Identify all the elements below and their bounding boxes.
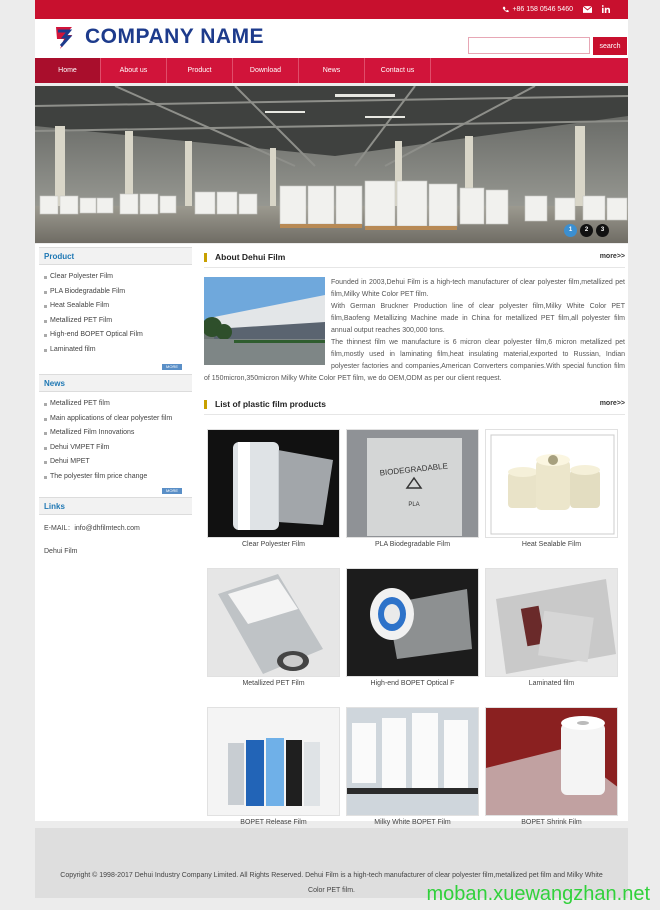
sidebar-product-item[interactable]: Heat Sealable Film <box>43 299 192 314</box>
product-image[interactable] <box>207 429 340 538</box>
product-caption[interactable]: High-end BOPET Optical F <box>370 680 455 687</box>
sidebar-product-item[interactable]: Clear Polyester Film <box>43 270 192 285</box>
product-card[interactable] <box>207 707 340 826</box>
product-more-button[interactable]: MORE <box>162 364 182 370</box>
sidebar-links <box>39 497 192 555</box>
sidebar-news-item[interactable]: Main applications of clear polyester film <box>43 412 192 427</box>
product-image[interactable] <box>485 707 618 816</box>
product-caption[interactable]: BOPET Release Film <box>240 819 307 826</box>
section-marker <box>204 253 207 262</box>
about-title: About Dehui Film <box>215 252 286 262</box>
product-image[interactable] <box>485 429 618 538</box>
sidebar-product-item[interactable]: PLA Biodegradable Film <box>43 285 192 300</box>
about-paragraph-3: The thinnest film we manufacture is 6 micron clear polyester film,6 micron metallized pet film,mostly used in laminating film,heat insulating material,exported to Russian, Indian polyester factories and companies,American Converters companies.With special function film of 150micron,350micron Milky White Color PET film, we do OEM,ODM as per our client request. <box>204 339 625 382</box>
nav-product[interactable]: Product <box>167 58 233 83</box>
bag-label-text: BIODEGRADABLE <box>379 461 449 478</box>
product-card[interactable] <box>485 429 618 548</box>
top-bar <box>35 0 628 19</box>
product-image[interactable] <box>346 429 479 538</box>
main-column <box>204 246 625 826</box>
product-list <box>39 270 192 357</box>
product-card[interactable] <box>207 429 340 548</box>
link-dehui-film[interactable]: Dehui Film <box>44 548 78 555</box>
logo-icon[interactable] <box>52 25 78 51</box>
sidebar-news-item[interactable]: Metallized PET film <box>43 397 192 412</box>
watermark: moban.xuewangzhan.net <box>426 883 650 905</box>
about-text <box>204 277 625 385</box>
nav-home[interactable]: Home <box>35 58 101 83</box>
contact-email[interactable]: E-MAIL：info@dhfilmtech.com <box>44 525 140 532</box>
sidebar-product-item[interactable]: Laminated film <box>43 343 192 358</box>
sidebar-news-item[interactable]: Dehui MPET <box>43 455 192 470</box>
sidebar-news <box>39 374 192 493</box>
nav-about-us[interactable]: About us <box>101 58 167 83</box>
about-photo <box>204 277 325 365</box>
about-paragraph-1: Founded in 2003,Dehui Film is a high-tech manufacturer of clear polyester film,metallized pet film,Milky White Color PET film. <box>331 279 625 298</box>
sidebar-news-item[interactable]: The polyester film price change <box>43 470 192 485</box>
mail-icon[interactable] <box>583 6 592 13</box>
products-more-link[interactable]: more>> <box>599 400 625 407</box>
phone-contact[interactable] <box>502 6 573 13</box>
search-input[interactable] <box>468 37 590 54</box>
main-nav <box>35 58 628 83</box>
nav-contact-us[interactable]: Contact us <box>365 58 431 83</box>
product-image[interactable] <box>346 707 479 816</box>
about-header <box>204 246 625 268</box>
product-caption[interactable]: PLA Biodegradable Film <box>374 541 451 548</box>
slide-dot-3[interactable]: 3 <box>596 224 609 237</box>
products-title: List of plastic film products <box>215 399 326 409</box>
about-more-link[interactable]: more>> <box>599 253 625 260</box>
sidebar-product-item[interactable]: High-end BOPET Optical Film <box>43 328 192 343</box>
footer-copyright: Copyright © 1998-2017 Dehui Industry Company Limited. All Rights Reserved. Dehui Film is a high-tech manufacturer of clear polyester film,metallized pet film and Milky White Color PET film. <box>60 872 603 894</box>
phone-number: +86 158 0546 5460 <box>512 5 573 13</box>
nav-news[interactable]: News <box>299 58 365 83</box>
product-card[interactable] <box>485 707 618 826</box>
product-caption[interactable]: Heat Sealable Film <box>521 541 582 548</box>
news-list <box>39 397 192 484</box>
slide-dot-1[interactable]: 1 <box>564 224 577 237</box>
product-image[interactable] <box>346 568 479 677</box>
sidebar-product-item[interactable]: Metallized PET Film <box>43 314 192 329</box>
phone-icon <box>502 6 509 13</box>
linkedin-icon[interactable] <box>602 5 610 13</box>
bag-pla-text: PLA <box>408 502 420 508</box>
product-card[interactable] <box>485 568 618 687</box>
product-image[interactable] <box>207 707 340 816</box>
sidebar-news-title: News <box>39 374 192 392</box>
product-image[interactable] <box>485 568 618 677</box>
nav-download[interactable]: Download <box>233 58 299 83</box>
news-more-button[interactable]: MORE <box>162 488 182 494</box>
sidebar-news-item[interactable]: Metallized Film Innovations <box>43 426 192 441</box>
product-card[interactable] <box>346 429 479 548</box>
sidebar-links-title: Links <box>39 497 192 515</box>
product-caption[interactable]: Milky White BOPET Film <box>374 819 451 826</box>
product-card[interactable] <box>346 707 479 826</box>
about-paragraph-2: With German Bruckner Production line of clear polyester film,Milky White Color PET film,Baofeng Metallizing Machine made in China for metallized PET film,all polyester film annual output reaches 300,000 tons. <box>331 303 625 334</box>
product-caption[interactable]: BOPET Shrink Film <box>521 819 582 826</box>
section-marker <box>204 400 207 409</box>
company-name[interactable]: COMPANY NAME <box>85 25 265 48</box>
product-image[interactable] <box>207 568 340 677</box>
content-area <box>35 244 628 826</box>
product-caption[interactable]: Laminated film <box>528 680 575 687</box>
sidebar-product-title: Product <box>39 247 192 265</box>
banner-slideshow[interactable] <box>35 86 628 243</box>
products-header <box>204 393 625 415</box>
warehouse-photo <box>35 86 628 243</box>
product-card[interactable] <box>207 568 340 687</box>
product-caption[interactable]: Clear Polyester Film <box>241 541 305 548</box>
product-card[interactable] <box>346 568 479 687</box>
sidebar-news-item[interactable]: Dehui VMPET Film <box>43 441 192 456</box>
product-caption[interactable]: Metallized PET Film <box>242 680 305 687</box>
search-button[interactable]: search <box>593 37 627 55</box>
slide-dot-2[interactable]: 2 <box>580 224 593 237</box>
header <box>35 19 628 58</box>
sidebar-product <box>39 247 192 369</box>
